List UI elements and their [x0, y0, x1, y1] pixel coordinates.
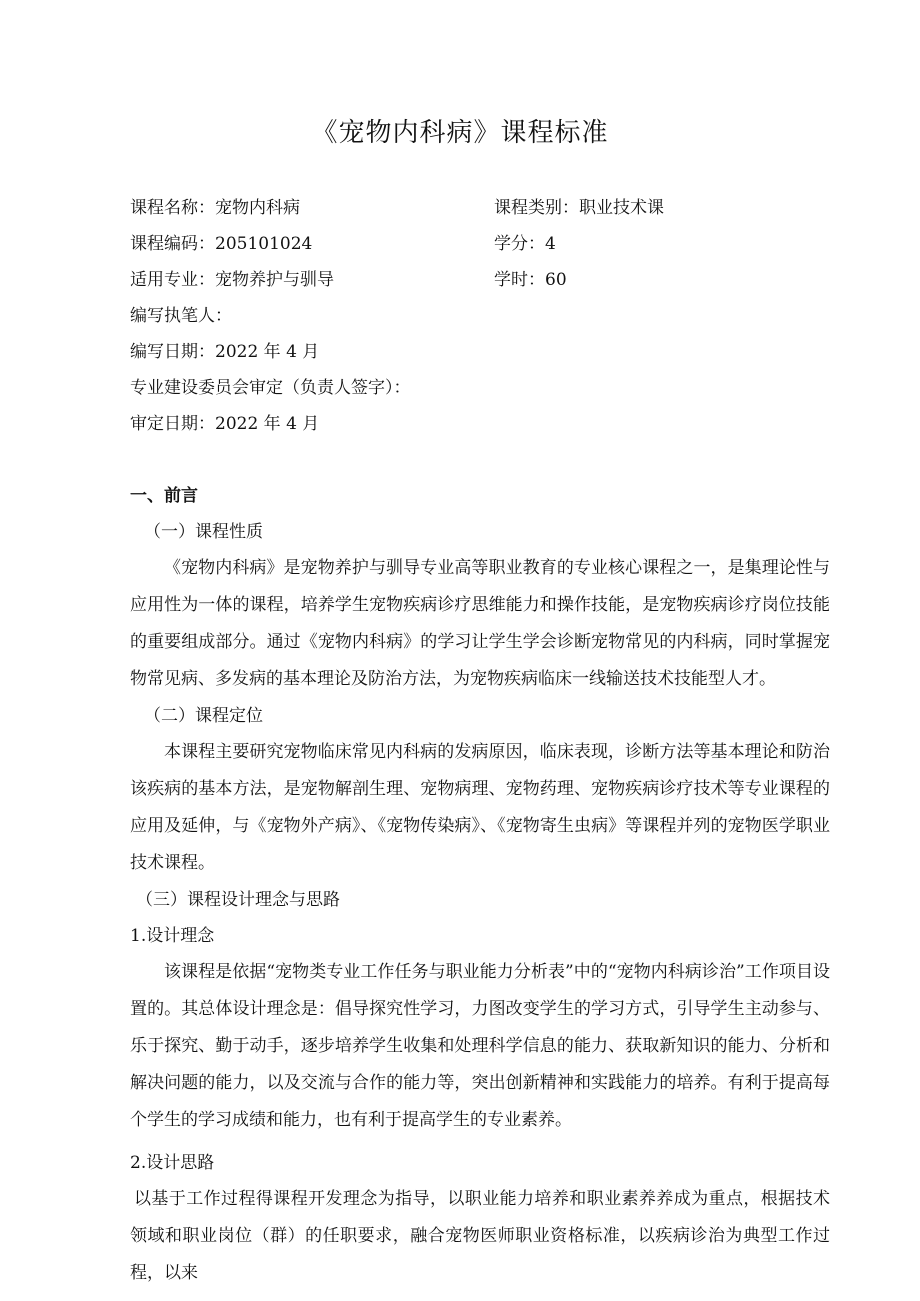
subsection-heading-nature: （一）课程性质 — [144, 522, 263, 542]
review-signature: 专业建设委员会审定（负责人签字）： — [130, 378, 411, 398]
meta-row-author — [130, 298, 830, 334]
section-heading-preface: 一、前言 — [130, 486, 198, 506]
course-type: 课程类别：职业技术课 — [494, 198, 664, 218]
write-date: 编写日期：2022 年 4 月 — [130, 342, 320, 362]
course-credits: 学分：4 — [494, 234, 556, 254]
meta-row-review — [130, 370, 830, 406]
course-info-block — [130, 190, 830, 442]
course-author: 编写执笔人： — [130, 306, 232, 326]
course-major: 适用专业：宠物养护与驯导 — [130, 270, 334, 290]
meta-row-write-date — [130, 334, 830, 370]
paragraph-course-position: 本课程主要研究宠物临床常见内科病的发病原因，临床表现，诊断方法等基本理论和防治该疾病的基本方法，是宠物解剖生理、宠物病理、宠物药理、宠物疾病诊疗技术等专业课程的应用及延伸，与《宠物外产病》、《宠物传染病》、《宠物寄生虫病》等课程并列的宠物医学职业技术课程。 — [130, 742, 830, 873]
document-title: 《宠物内科病》课程标准 — [311, 118, 609, 148]
document-body — [130, 478, 830, 1292]
meta-row-2 — [130, 226, 830, 262]
item-heading-design-approach: 2.设计思路 — [130, 1153, 215, 1173]
meta-row-1 — [130, 190, 830, 226]
paragraph-design-concept: 该课程是依据“宠物类专业工作任务与职业能力分析表”中的“宠物内科病诊治”工作项目设置的。其总体设计理念是：倡导探究性学习，力图改变学生的学习方式，引导学生主动参与、乐于探究、勤于动手，逐步培养学生收集和处理科学信息的能力、获取新知识的能力、分析和解决问题的能力，以及交流与合作的能力等，突出创新精神和实践能力的培养。有利于提高每个学生的学习成绩和能力，也有利于提高学生的专业素养。 — [130, 962, 830, 1130]
subsection-heading-design: （三）课程设计理念与思路 — [136, 890, 340, 910]
meta-row-review-date — [130, 406, 830, 442]
paragraph-course-nature: 《宠物内科病》是宠物养护与驯导专业高等职业教育的专业核心课程之一，是集理论性与应用性为一体的课程，培养学生宠物疾病诊疗思维能力和操作技能，是宠物疾病诊疗岗位技能的重要组成部分。通过《宠物内科病》的学习让学生学会诊断宠物常见的内科病，同时掌握宠物常见病、多发病的基本理论及防治方法，为宠物疾病临床一线输送技术技能型人才。 — [130, 558, 830, 689]
review-date: 审定日期：2022 年 4 月 — [130, 414, 320, 434]
paragraph-design-approach: 以基于工作过程得课程开发理念为指导，以职业能力培养和职业素养养成为重点，根据技术领域和职业岗位（群）的任职要求，融合宠物医师职业资格标准，以疾病诊治为典型工作过程，以来 — [130, 1189, 830, 1283]
item-heading-design-concept: 1.设计理念 — [130, 926, 215, 946]
course-code: 课程编码：205101024 — [130, 234, 313, 254]
course-hours: 学时：60 — [494, 270, 567, 290]
course-name: 课程名称：宠物内科病 — [130, 198, 300, 218]
subsection-heading-position: （二）课程定位 — [144, 706, 263, 726]
meta-row-3 — [130, 262, 830, 298]
